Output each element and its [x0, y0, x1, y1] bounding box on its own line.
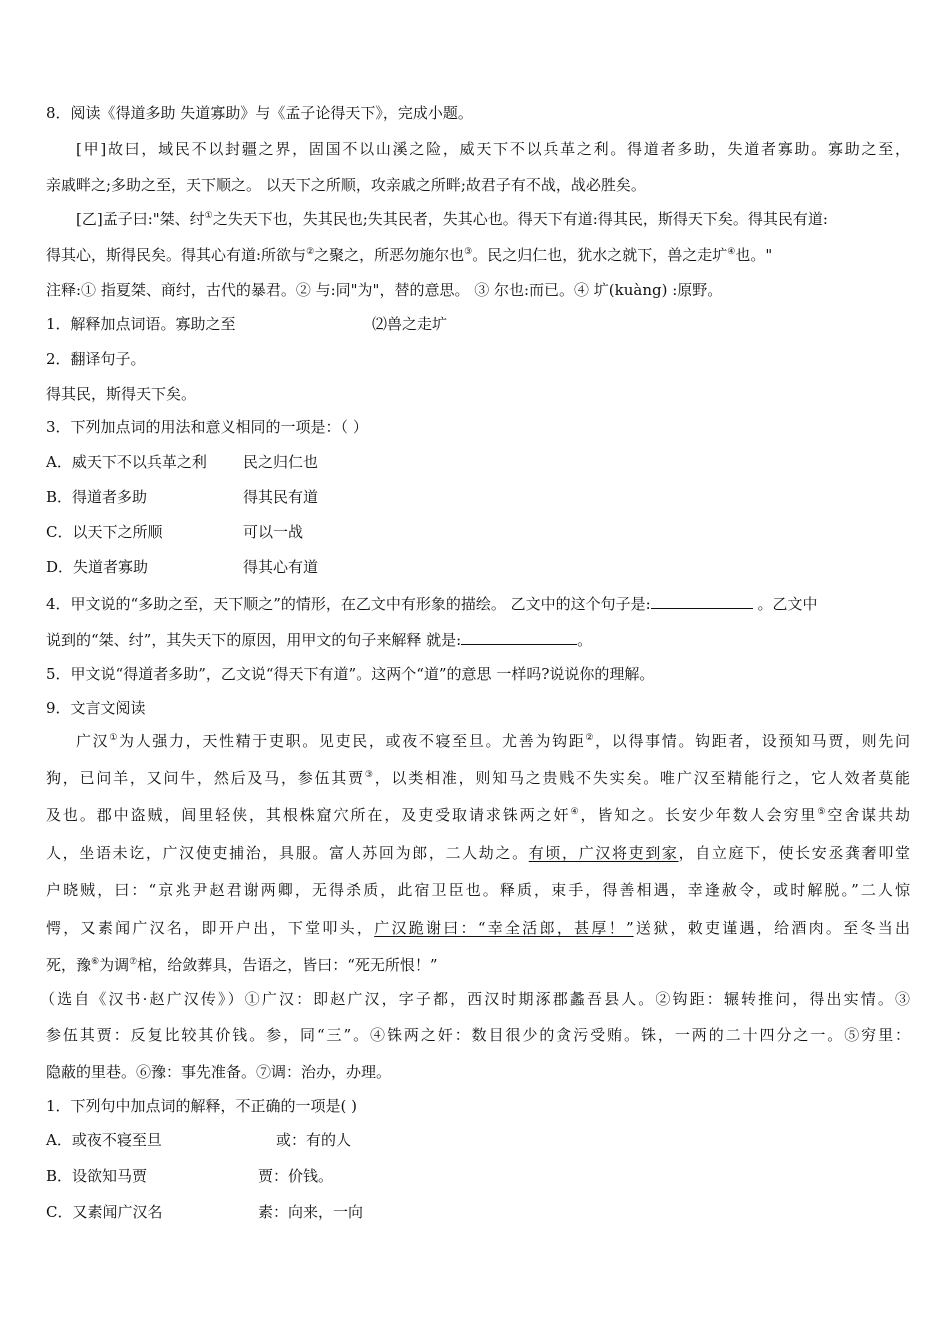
q8-sub4-line-2: 说到的“桀、纣”，其失天下的原因，用甲文的句子来解释 就是: 。: [46, 628, 910, 650]
q8-yi-line-1: [乙]孟子曰:"桀、纣①之失天下也，失其民也;失其民者，失其心也。得天下有道:得其民，斯得天下矣。得其民有道:: [76, 210, 828, 228]
q8-title: 8．阅读《得道多助 失道寡助》与《孟子论得天下》，完成小题。: [46, 104, 473, 122]
q9-sub1: 1．下列句中加点词的解释，不正确的一项是( ): [46, 1097, 358, 1115]
q9-passage-line-2: 狗，已问羊，又问牛，然后及马，参伍其贾③，以类相准，则知马之贵贱不失实矣。唯广汉至精能行之，它人效者莫能: [46, 769, 910, 787]
q9-passage-line-6: 愕，又素闻广汉名，即开户出，下堂叩头，广汉跪谢曰：“幸全活郎，甚厚！”送狱，敕吏谨遇，给酒肉。至冬当出: [46, 919, 910, 937]
q9-passage-line-5: 户晓贼，曰：“京兆尹赵君谢两卿，无得杀质，此宿卫臣也。释质，束手，得善相遇，幸逢赦令，或时解脱。”二人惊: [46, 881, 910, 899]
footnote-mark: ①: [204, 211, 213, 221]
q9-passage-line-4: 人，坐语未讫，广汉使吏捕治，具服。富人苏回为郎，二人劫之。有顷，广汉将吏到家，自立庭下，使长安丞龚奢叩堂: [46, 844, 910, 862]
underlined-sentence: 有顷，广汉将吏到家: [528, 844, 679, 862]
q8-sub1: 1．解释加点词语。寡助之至 ⑵兽之走圹: [46, 315, 448, 333]
q9-title: 9．文言文阅读: [46, 699, 146, 717]
q8-option-a: A．威天下不以兵革之利 民之归仁也: [46, 453, 319, 471]
q8-sub5: 5．甲文说“得道者多助”，乙文说“得天下有道”。这两个“道”的意思 一样吗?说说你的理解。: [46, 665, 655, 683]
q9-option-b: B．设欲知马贾 贾：价钱。: [46, 1167, 334, 1185]
footnote-mark: ③: [464, 247, 473, 257]
q8-sub2: 2．翻译句子。: [46, 350, 146, 368]
q8-jia-line-1: [甲]故曰，域民不以封疆之界，固国不以山溪之险，威天下不以兵革之利。得道者多助，失道者寡助。寡助之至，: [76, 140, 910, 158]
q8-sub2-sentence: 得其民，斯得天下矣。: [46, 385, 197, 403]
q8-option-d: D．失道者寡助 得其心有道: [46, 558, 319, 576]
q8-jia-line-2: 亲戚畔之;多助之至，天下顺之。 以天下之所顺，攻亲戚之所畔;故君子有不战，战必胜矣。: [46, 176, 646, 194]
q9-passage-line-1: 广汉①为人强力，天性精于吏职。见吏民，或夜不寝至旦。尤善为钩距②，以得事情。钩距者，设预知马贾，则先问: [76, 732, 910, 750]
q8-sub3: 3．下列加点词的用法和意义相同的一项是：（ ）: [46, 418, 368, 436]
footnote-mark: ④: [727, 247, 736, 257]
q8-yi-line-2: 得其心，斯得民矣。得其心有道:所欲与②之聚之，所恶勿施尔也③。民之归仁也，犹水之就下，兽之走圹④也。": [46, 246, 773, 264]
answer-blank[interactable]: [651, 592, 753, 609]
underlined-sentence: 广汉跪谢曰：“幸全活郎，甚厚！”: [374, 919, 634, 937]
q8-option-c: C．以天下之所顺 可以一战: [46, 523, 304, 541]
q9-passage-line-7: 死，豫⑥为调⑦棺，给敛葬具，告语之，皆曰：“死无所恨！”: [46, 956, 438, 974]
q9-notes-line-1: （选自《汉书·赵广汉传》）①广汉：即赵广汉，字子都，西汉时期涿郡蠡吾县人。②钩距：辗转推问，得出实情。③: [40, 990, 910, 1008]
q9-option-c: C．又素闻广汉名 素：向来，一向: [46, 1203, 364, 1221]
q9-notes-line-2: 参伍其贾：反复比较其价钱。参，同“三”。④铢两之奸：数目很少的贪污受贿。铢，一两的二十四分之一。⑤穷里：: [46, 1026, 910, 1044]
q8-annotation: 注释:① 指夏桀、商纣，古代的暴君。② 与:同"为"，替的意思。 ③ 尔也:而已。④ 圹(kuàng) :原野。: [46, 281, 723, 299]
q9-option-a: A．或夜不寝至旦 或：有的人: [46, 1131, 352, 1149]
q8-option-b: B．得道者多助 得其民有道: [46, 488, 319, 506]
q9-notes-line-3: 隐蔽的里巷。⑥豫：事先准备。⑦调：治办，办理。: [46, 1063, 392, 1081]
q8-sub4-line-1: 4．甲文说的“多助之至，天下顺之”的情形，在乙文中有形象的描绘。 乙文中的这个句子是: 。乙文中: [46, 592, 910, 614]
answer-blank[interactable]: [461, 628, 577, 645]
q9-passage-line-3: 及也。郡中盗贼，闾里轻侠，其根株窟穴所在，及吏受取请求铢两之奸④，皆知之。长安少年数人会穷里⑤空舍谋共劫: [46, 806, 910, 824]
footnote-mark: ②: [306, 247, 315, 257]
